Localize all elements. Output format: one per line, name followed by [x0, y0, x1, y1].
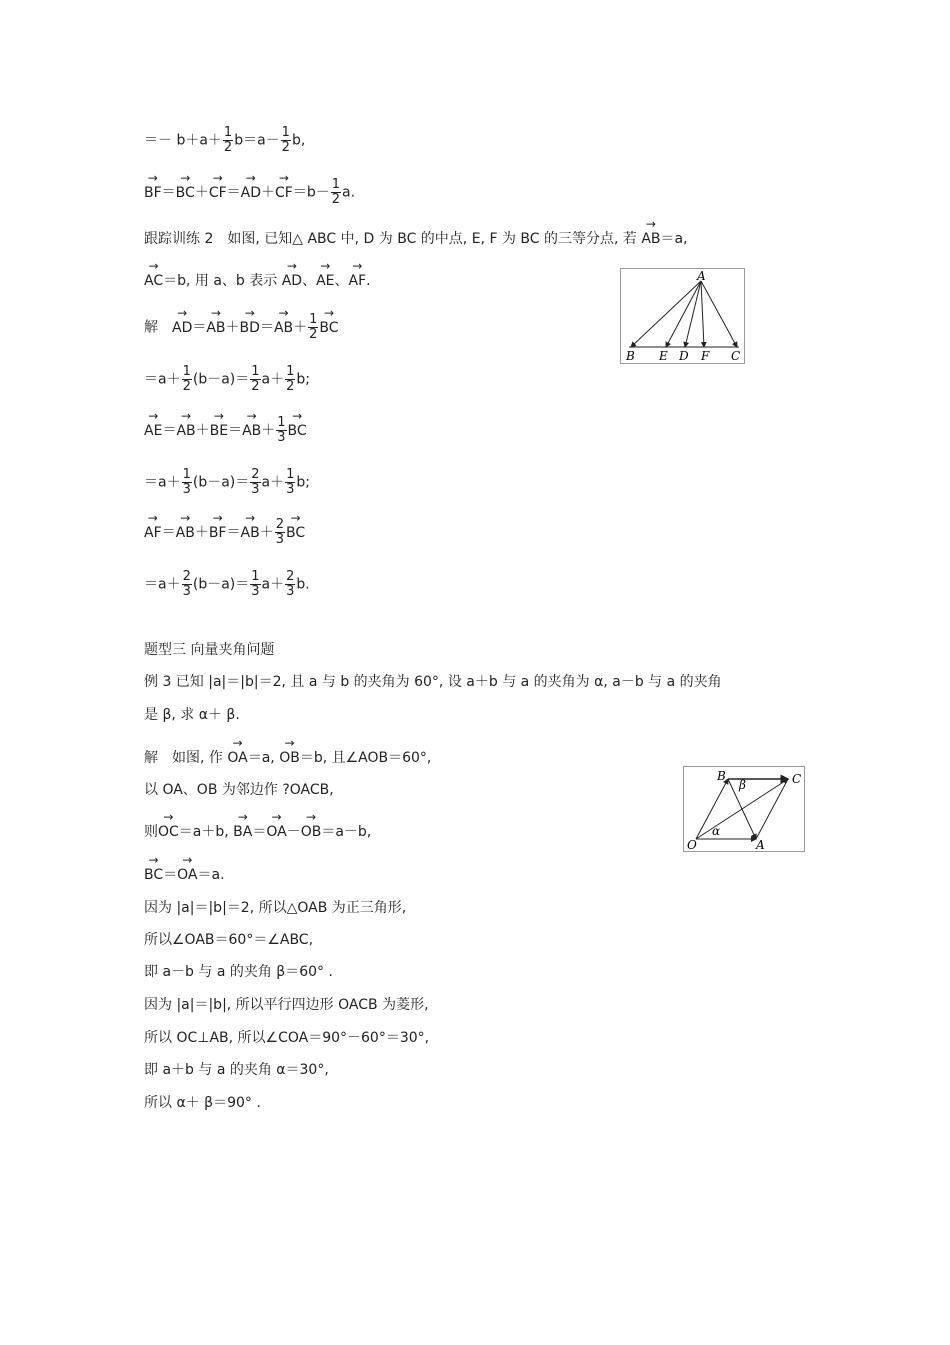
fig1-label-c: C — [731, 349, 741, 363]
line-4: → AC＝b, 用 a、b 表示 → AD、→ AE、→ AF. — [144, 271, 371, 291]
solution-line-8: 因为 |a|＝|b|, 所以平行四边形 OACB 为菱形, — [144, 997, 429, 1013]
fig2-label-beta: β — [739, 778, 746, 792]
fig2-label-alpha: α — [712, 824, 721, 838]
line-7: → AE＝→ AB＋→ BE＝→ AB＋ $\frac{1}{3}$ → BC — [144, 416, 307, 445]
solution-line-11: 所以 α＋ β＝90° . — [144, 1095, 261, 1111]
solution-line-7: 即 a－b 与 a 的夹角 β＝60° . — [144, 964, 333, 980]
fig1-label-f: F — [701, 349, 710, 363]
fig2-label-c: C — [792, 772, 802, 786]
solution-line-2: 以 OA、OB 为邻边作 ?OACB, — [144, 782, 334, 798]
line-6: ＝a＋ $\frac{1}{2}$ (b－a)＝ $\frac{1}{2}$ a＋ $\frac{1}{2}$ b; — [144, 364, 311, 394]
fig1-label-d: D — [679, 349, 689, 363]
fig2-label-b: B — [717, 769, 726, 783]
example-3-line-2: 是 β, 求 α＋ β. — [144, 707, 240, 723]
line-9: → AF＝→ AB＋→ BF＝→ AB＋ $\frac{2}{3}$ → BC — [144, 518, 305, 547]
fig1-label-e: E — [659, 349, 668, 363]
fig2-label-o: O — [687, 838, 697, 851]
line-2: → BF＝→ BC＋→ CF＝→ AD＋→ CF＝b－ $\frac{1}{2}$ a. — [144, 178, 355, 207]
line-10: ＝a＋ $\frac{2}{3}$ (b－a)＝ $\frac{1}{3}$ a＋ $\frac{2}{3}$ b. — [144, 569, 310, 599]
solution-line-6: 所以∠OAB＝60°＝∠ABC, — [144, 932, 314, 948]
solution-line-4: → BC＝→ OA＝a. — [144, 865, 225, 885]
line-1: ＝－ b＋a＋ $\frac{1}{2}$ b＝a－ $\frac{1}{2}$ b, — [144, 125, 306, 155]
figure-triangle — [620, 268, 745, 364]
line-8: ＝a＋ $\frac{1}{3}$ (b－a)＝ $\frac{2}{3}$ a＋ $\frac{1}{3}$ b; — [144, 467, 311, 497]
solution-line-5: 因为 |a|＝|b|＝2, 所以△OAB 为正三角形, — [144, 900, 407, 916]
fig1-label-a: A — [697, 269, 706, 283]
fig2-label-a: A — [756, 838, 765, 851]
solution-line-10: 即 a＋b 与 a 的夹角 α＝30°, — [144, 1062, 329, 1078]
example-3-line-1: 例 3 已知 |a|＝|b|＝2, 且 a 与 b 的夹角为 60°, 设 a＋b 与 a 的夹角为 α, a－b 与 a 的夹角 — [144, 674, 722, 690]
line-5: 解 → AD＝→ AB＋→ BD＝→ AB＋ $\frac{1}{2}$ → BC — [144, 313, 339, 342]
section-title: 题型三 向量夹角问题 — [144, 642, 275, 658]
solution-line-1: 解 如图, 作 → OA＝a, → OB＝b, 且∠AOB＝60°, — [144, 748, 431, 768]
figure-parallelogram — [683, 766, 805, 852]
fig1-label-b: B — [626, 349, 635, 363]
solution-line-3: 则→ OC＝a＋b, → BA＝→ OA－→ OB＝a－b, — [144, 822, 371, 842]
line-3: 跟踪训练 2 如图, 已知△ ABC 中, D 为 BC 的中点, E, F 为 BC 的三等分点, 若 → AB＝a, — [144, 229, 688, 249]
solution-line-9: 所以 OC⊥AB, 所以∠COA＝90°－60°＝30°, — [144, 1030, 430, 1046]
